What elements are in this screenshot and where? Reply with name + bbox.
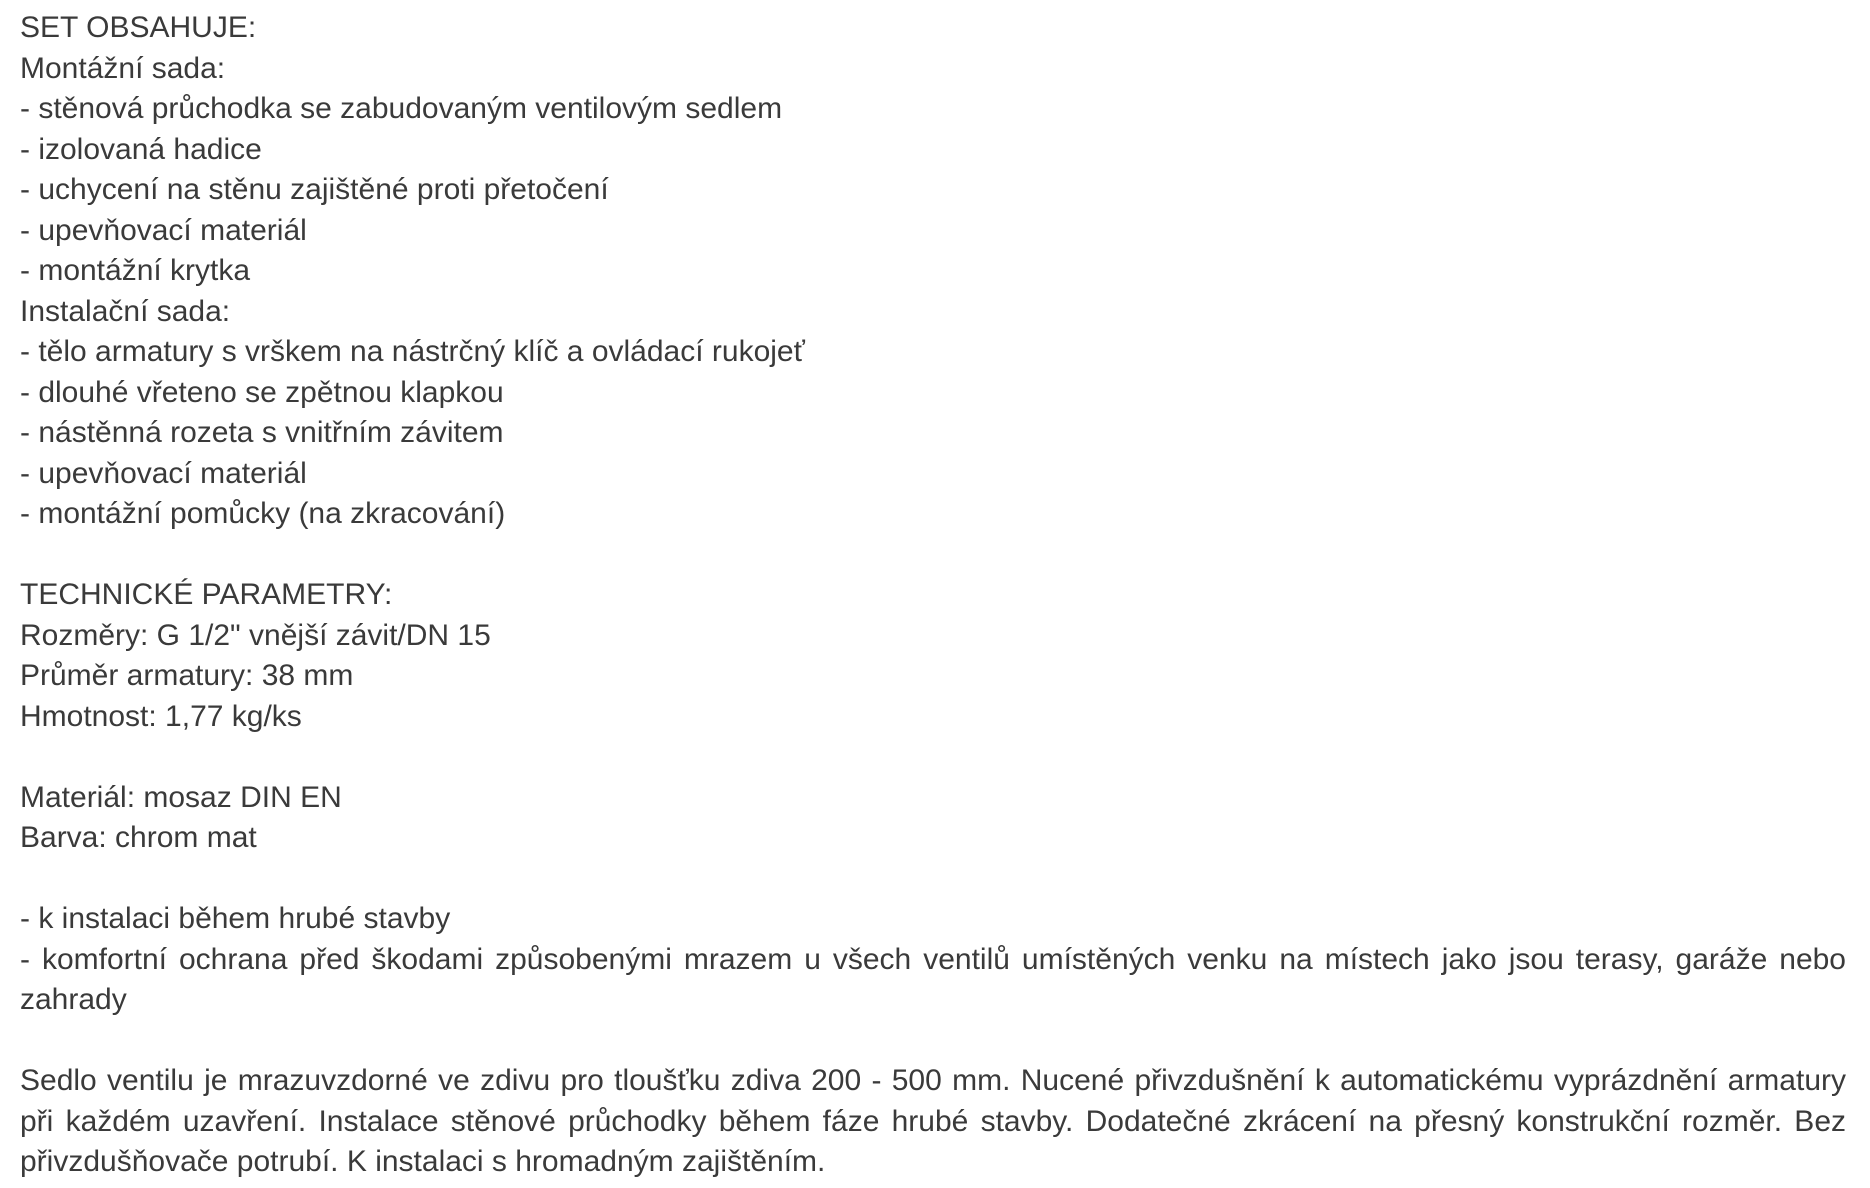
mounting-item: - stěnová průchodka se zabudovaným ventilovým sedlem: [20, 92, 783, 125]
tech-param: Rozměry: G 1/2" vnější závit/DN 15: [20, 618, 491, 652]
description-paragraph: Sedlo ventilu je mrazuvzdorné ve zdivu pro tloušťku zdiva 200 - 500 mm. Nucené přivzdušnění k automatickému vyprázdnění armatury při každém uzavření. Instalace stěnové průchodky během fáze hrubé stavby. Dodatečné zkrácení na přesný konstrukční rozměr. Bez přivzdušňovače potrubí. K instalaci s hromadným zajištěním.: [20, 1064, 1846, 1178]
installation-kit-heading: Instalační sada:: [20, 294, 231, 328]
mounting-item: - upevňovací materiál: [20, 213, 307, 247]
installation-item: - dlouhé vřeteno se zpětnou klapkou: [20, 375, 504, 409]
tech-params-heading: TECHNICKÉ PARAMETRY:: [20, 578, 393, 611]
mounting-kit-heading: Montážní sada:: [20, 51, 226, 85]
tech-param: Hmotnost: 1,77 kg/ks: [20, 699, 302, 733]
spacer: [20, 859, 1846, 900]
spacer: [20, 737, 1846, 778]
material-line: Materiál: mosaz DIN EN: [20, 780, 342, 814]
set-heading: SET OBSAHUJE:: [20, 11, 257, 44]
installation-item: - upevňovací materiál: [20, 456, 307, 490]
spacer: [20, 535, 1846, 576]
feature-item: - k instalaci během hrubé stavby: [20, 902, 451, 935]
spacer: [20, 1021, 1846, 1062]
tech-param: Průměr armatury: 38 mm: [20, 659, 354, 692]
mounting-item: - montážní krytka: [20, 254, 251, 287]
installation-item: - montážní pomůcky (na zkracování): [20, 497, 506, 530]
feature-item: - komfortní ochrana před škodami způsobenými mrazem u všech ventilů umístěných venku na místech jako jsou terasy, garáže nebo zahrady: [20, 942, 1846, 1016]
product-description: [20, 8, 1846, 1183]
mounting-item: - uchycení na stěnu zajištěné proti přetočení: [20, 173, 609, 206]
mounting-item: - izolovaná hadice: [20, 132, 262, 166]
color-line: Barva: chrom mat: [20, 821, 257, 854]
installation-item: - nástěnná rozeta s vnitřním závitem: [20, 416, 504, 449]
installation-item: - tělo armatury s vrškem na nástrčný klíč a ovládací rukojeť: [20, 335, 805, 368]
